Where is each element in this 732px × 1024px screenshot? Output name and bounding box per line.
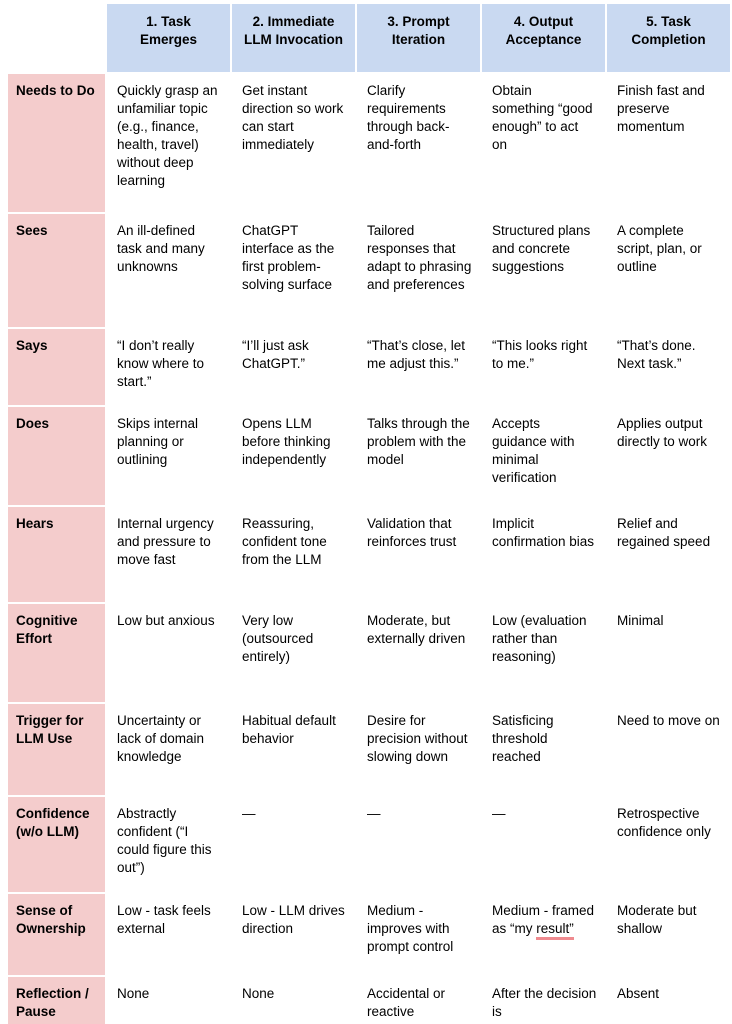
table-cell: Minimal — [607, 604, 730, 702]
row-header: Reflection / Pause — [8, 977, 105, 1024]
table-cell: Relief and regained speed — [607, 507, 730, 602]
table-cell: Moderate, but externally driven — [357, 604, 480, 702]
table-cell: ChatGPT interface as the first problem-solving surface — [232, 214, 355, 327]
table-cell: Obtain something “good enough” to act on — [482, 74, 605, 212]
table-cell: Structured plans and concrete suggestions — [482, 214, 605, 327]
table-cell: Retrospective confidence only — [607, 797, 730, 892]
table-cell: Applies output directly to work — [607, 407, 730, 505]
table-cell: “I’ll just ask ChatGPT.” — [232, 329, 355, 405]
table-cell: Clarify requirements through back-and-forth — [357, 74, 480, 212]
table-cell: “That’s done. Next task.” — [607, 329, 730, 405]
table-cell: Very low (outsourced entirely) — [232, 604, 355, 702]
table-cell: Implicit confirmation bias — [482, 507, 605, 602]
row-header: Trigger for LLM Use — [8, 704, 105, 795]
table-cell: Reassuring, confident tone from the LLM — [232, 507, 355, 602]
table-cell: “I don’t really know where to start.” — [107, 329, 230, 405]
row-header: Sense of Ownership — [8, 894, 105, 975]
row-header: Hears — [8, 507, 105, 602]
table-cell: Finish fast and preserve momentum — [607, 74, 730, 212]
table-cell: Validation that reinforces trust — [357, 507, 480, 602]
column-header: 3. Prompt Iteration — [357, 4, 480, 72]
row-header: Sees — [8, 214, 105, 327]
table-cell: Low - LLM drives direction — [232, 894, 355, 975]
table-cell: Desire for precision without slowing down — [357, 704, 480, 795]
table-cell: Accepts guidance with minimal verification — [482, 407, 605, 505]
table-cell: — — [232, 797, 355, 892]
table-cell: Tailored responses that adapt to phrasing and preferences — [357, 214, 480, 327]
table-cell: Uncertainty or lack of domain knowledge — [107, 704, 230, 795]
table-cell: Low - task feels external — [107, 894, 230, 975]
table-cell: Abstractly confident (“I could figure this out”) — [107, 797, 230, 892]
spellcheck-underline: result” — [536, 921, 574, 940]
row-header: Needs to Do — [8, 74, 105, 212]
column-header: 1. Task Emerges — [107, 4, 230, 72]
table-cell: Talks through the problem with the model — [357, 407, 480, 505]
column-header: 4. Output Acceptance — [482, 4, 605, 72]
column-header: 5. Task Completion — [607, 4, 730, 72]
table-cell: A complete script, plan, or outline — [607, 214, 730, 327]
row-header: Confidence (w/o LLM) — [8, 797, 105, 892]
table-cell: Skips internal planning or outlining — [107, 407, 230, 505]
table-cell: “That’s close, let me adjust this.” — [357, 329, 480, 405]
table-cell: Moderate but shallow — [607, 894, 730, 975]
table-cell: An ill-defined task and many unknowns — [107, 214, 230, 327]
table-cell: — — [357, 797, 480, 892]
table-cell: Accidental or reactive — [357, 977, 480, 1024]
table-cell: Opens LLM before thinking independently — [232, 407, 355, 505]
table-cell: Need to move on — [607, 704, 730, 795]
corner-cell — [8, 4, 105, 72]
row-header: Cognitive Effort — [8, 604, 105, 702]
table-cell: Habitual default behavior — [232, 704, 355, 795]
table-cell: Medium - improves with prompt control — [357, 894, 480, 975]
table-cell: Medium - framed as “my result” — [482, 894, 605, 975]
table-cell: Satisficing threshold reached — [482, 704, 605, 795]
table-cell: None — [107, 977, 230, 1024]
column-header: 2. Immediate LLM Invocation — [232, 4, 355, 72]
journey-table — [8, 4, 730, 1024]
table-cell: Absent — [607, 977, 730, 1024]
row-header: Says — [8, 329, 105, 405]
table-cell: Get instant direction so work can start immediately — [232, 74, 355, 212]
table-cell: None — [232, 977, 355, 1024]
table-cell: After the decision is — [482, 977, 605, 1024]
table-cell: Low but anxious — [107, 604, 230, 702]
table-cell: Internal urgency and pressure to move fast — [107, 507, 230, 602]
table-cell: “This looks right to me.” — [482, 329, 605, 405]
table-cell: — — [482, 797, 605, 892]
row-header: Does — [8, 407, 105, 505]
table-cell: Quickly grasp an unfamiliar topic (e.g., finance, health, travel) without deep learning — [107, 74, 230, 212]
table-cell: Low (evaluation rather than reasoning) — [482, 604, 605, 702]
